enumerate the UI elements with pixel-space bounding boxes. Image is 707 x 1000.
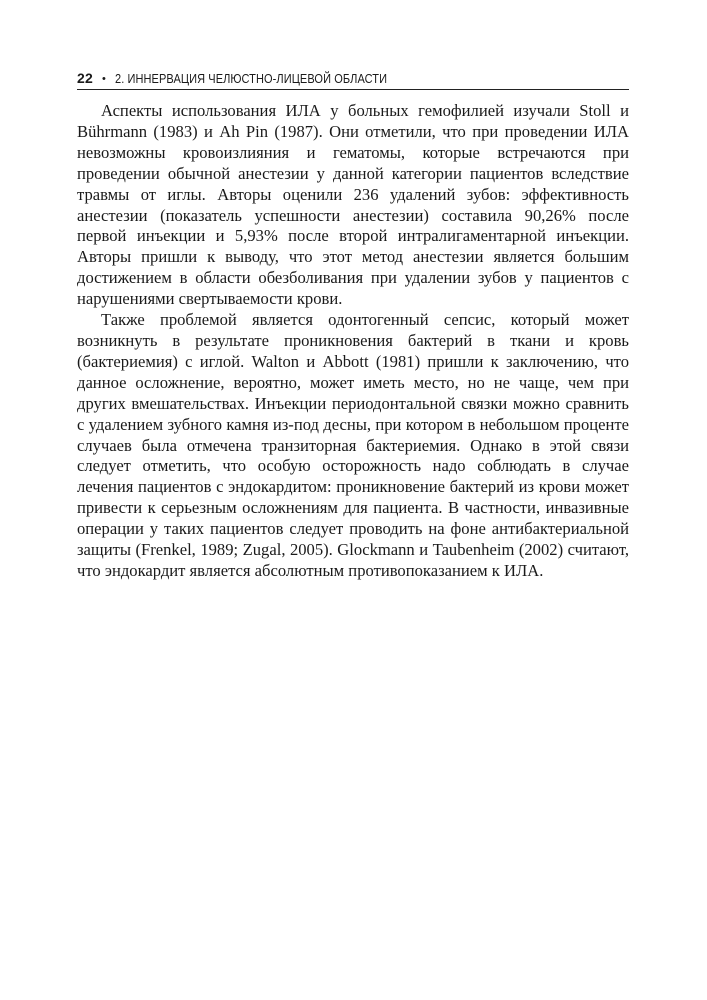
section-title: 2. ИННЕРВАЦИЯ ЧЕЛЮСТНО-ЛИЦЕВОЙ ОБЛАСТИ (114, 72, 387, 86)
bullet-separator-icon: • (101, 73, 106, 85)
body-text (77, 101, 629, 582)
paragraph-sepsis: Также проблемой является одонтогенный сепсис, который может возникнуть в результате проникновения бактерий в ткани и кровь (бактериемия) с иглой. Walton и Abbott (1981) пришли к заключению, что данное осложнение, вероятно, может иметь место, но не чаще, чем при других вмешательствах. Инъекции периодонтальной связки можно сравнить с удалением зубного камня из-под десны, при котором в небольшом проценте случаев была отмечена транзиторная бактериемия. Однако в этой связи следует отметить, что особую осторожность надо соблюдать в случае лечения пациентов с эндокардитом: проникновение бактерий из крови может привести к серьезным осложнениям для пациента. В частности, инвазивные операции у таких пациентов следует проводить на фоне антибактериальной защиты (Frenkel, 1989; Zugal, 2005). Glockmann и Taubenheim (2002) считают, что эндокардит является абсолютным противопоказанием к ИЛА. (77, 310, 629, 580)
paragraph-hemophilia: Аспекты использования ИЛА у больных гемофилией изучали Stoll и Bührmann (1983) и Ah Pin (1987). Они отметили, что при проведении ИЛА невозможны кровоизлияния и гематомы, которые встречаются при проведении обычной анестезии у данной категории пациентов вследствие травмы от иглы. Авторы оценили 236 удалений зубов: эффективность анестезии (показатель успешности анестезии) составила 90,26% после первой инъекции и 5,93% после второй интралигаментарной инъекции. Авторы пришли к выводу, что этот метод анестезии является большим достижением в области обезболивания при удалении зубов у пациентов с нарушениями свертываемости крови. (77, 101, 629, 309)
page-number: 22 (77, 70, 93, 86)
header-rule (77, 89, 629, 90)
running-header (77, 68, 629, 88)
